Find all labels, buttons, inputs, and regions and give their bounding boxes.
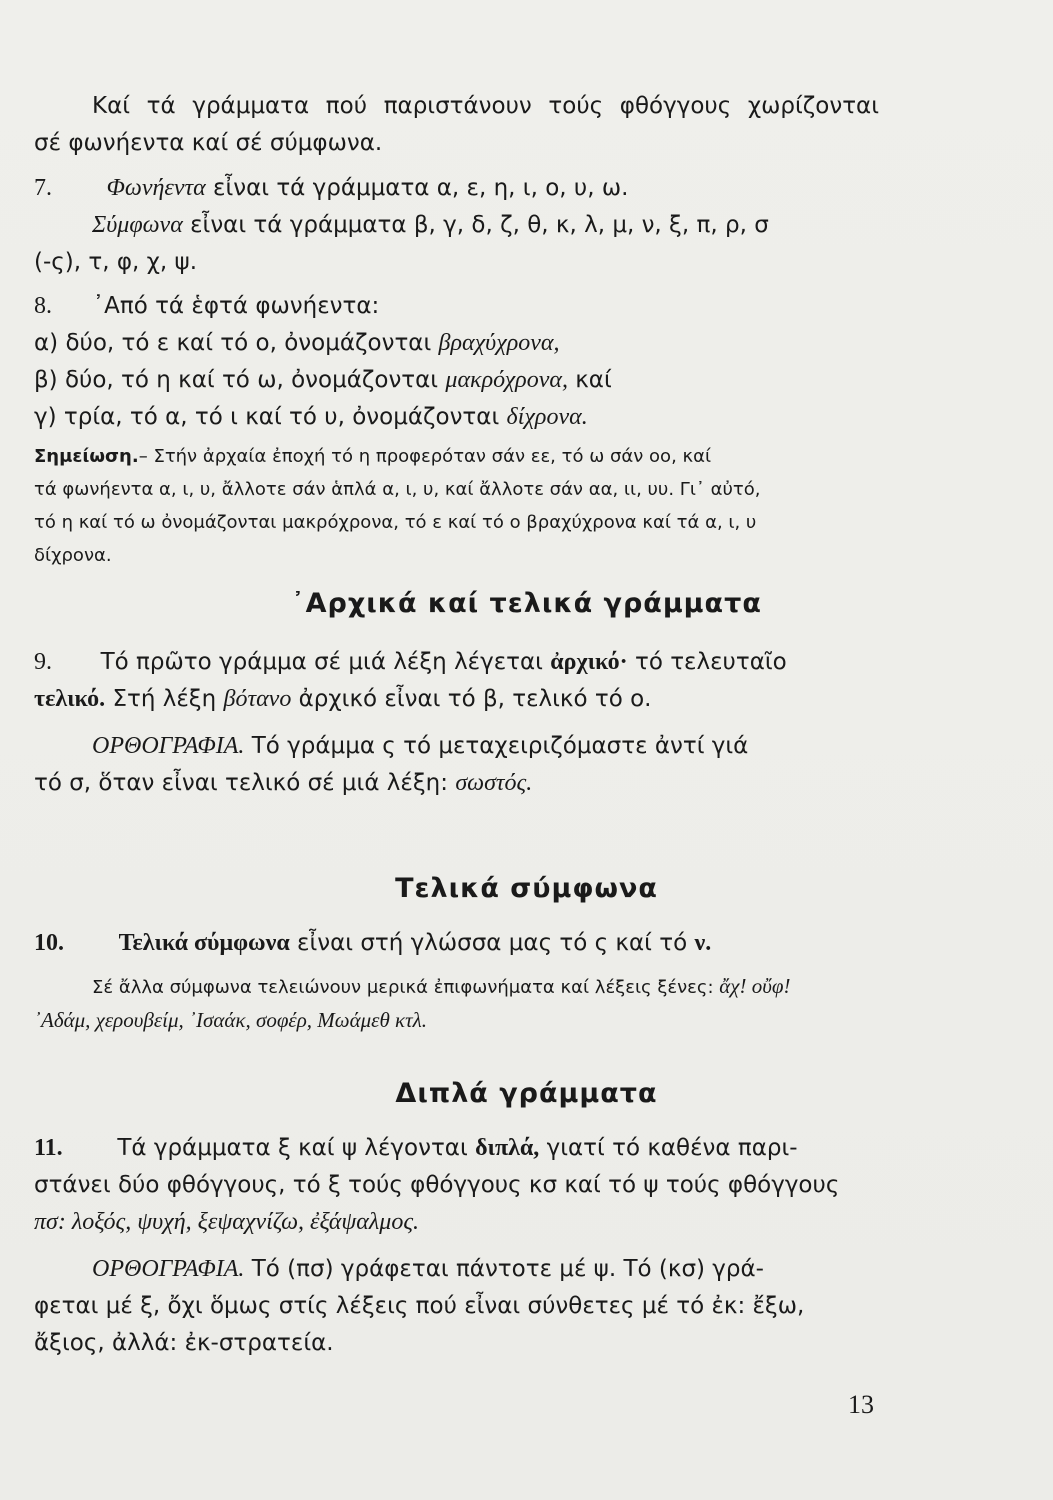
note-line-2: τά φωνήεντα α, ι, υ, ἄλλοτε σάν ἁπλά α, ι, υ, καί ἄλλοτε σάν αα, ιι, υυ. Γι᾿ αὐτό, xyxy=(34,479,761,500)
intro-paragraph xyxy=(34,88,879,162)
example-sostos: σωστός. xyxy=(455,770,533,796)
consonants-continued: (-ς), τ, φ, χ, ψ. xyxy=(34,249,198,275)
section-10-note xyxy=(34,970,879,1037)
section-8 xyxy=(34,288,879,436)
section-10 xyxy=(34,925,879,962)
section-11-line-2: στάνει δύο φθόγγους, τό ξ τούς φθόγγους κσ καί τό ψ τούς φθόγγους xyxy=(34,1172,840,1198)
section-8-intro: ᾿Από τά ἑφτά φωνήεντα: xyxy=(92,293,380,319)
page-number: 13 xyxy=(848,1390,874,1419)
section-9 xyxy=(34,644,879,802)
section-10-number: 10. xyxy=(34,930,64,956)
section-11-line-1: Τά γράμματα ξ καί ψ λέγονται xyxy=(117,1135,468,1161)
note-paragraph xyxy=(34,440,879,572)
intro-line-1: Καί τά γράμματα πού παριστάνουν τούς φθόγγους χωρίζονται xyxy=(92,93,879,119)
heading-final-consonants: Τελικά σύμφωνα xyxy=(395,873,658,904)
dichrona-term: δίχρονα. xyxy=(506,404,588,430)
heading-double-letters: Διπλά γράμματα xyxy=(395,1078,658,1109)
orthography-label-1: ΟΡΘΟΓΡΑΦΙΑ. xyxy=(92,733,245,759)
section-11-line-1-end: γιατί τό καθένα παρι- xyxy=(546,1135,798,1161)
interjection-examples: ἄχ! οὔφ! xyxy=(719,974,791,998)
vowels-definition: εἶναι τά γράμματα α, ε, η, ι, ο, υ, ω. xyxy=(213,175,629,201)
long-vowels-term: μακρόχρονα, xyxy=(445,367,568,393)
orthography-1-line-1: Τό γράμμα ς τό μεταχειριζόμαστε ἀντί γιά xyxy=(251,733,749,759)
heading-initial-final-letters: ᾿Αρχικά καί τελικά γράμματα xyxy=(291,588,762,619)
orthography-2-line-1: Τό (πσ) γράφεται πάντοτε μέ ψ. Τό (κσ) γρά- xyxy=(251,1256,764,1282)
short-vowels-text: α) δύο, τό ε καί τό ο, ὀνομάζονται xyxy=(34,330,432,356)
letter-nu: ν. xyxy=(694,930,712,956)
short-vowels-term: βραχύχρονα, xyxy=(438,330,560,356)
dichrona-text: γ) τρία, τό α, τό ι καί τό υ, ὀνομάζονται xyxy=(34,404,500,430)
section-11-number: 11. xyxy=(34,1135,63,1161)
intro-line-2: σέ φωνήεντα καί σέ σύμφωνα. xyxy=(34,130,383,156)
orthography-label-2: ΟΡΘΟΓΡΑΦΙΑ. xyxy=(92,1256,245,1282)
consonants-term: Σύμφωνα xyxy=(92,212,183,238)
section-10-note-line-1: Σέ ἄλλα σύμφωνα τελειώνουν μερικά ἐπιφωνήματα καί λέξεις ξένες: xyxy=(92,977,714,998)
example-word: βότανο xyxy=(223,686,292,712)
consonants-definition: εἶναι τά γράμματα β, γ, δ, ζ, θ, κ, λ, μ, ν, ξ, π, ρ, σ xyxy=(190,212,769,238)
note-line-4: δίχρονα. xyxy=(34,545,112,566)
note-line-1: – Στήν ἀρχαία ἐποχή τό η προφερόταν σάν εε, τό ω σάν οο, καί xyxy=(138,446,712,467)
section-11-examples: πσ: λοξός, ψυχή, ξεψαχνίζω, ἐξάψαλμος. xyxy=(34,1209,420,1235)
long-vowels-conjunction: καί xyxy=(575,367,612,393)
double-term: διπλά, xyxy=(475,1135,540,1161)
section-9-line-2: Στή λέξη xyxy=(112,686,217,712)
note-line-3: τό η καί τό ω ὀνομάζονται μακρόχρονα, τό ε καί τό ο βραχύχρονα καί τά α, ι, υ xyxy=(34,512,757,533)
note-label: Σημείωση. xyxy=(34,446,139,467)
final-term: τελικό. xyxy=(34,686,106,712)
section-9-line-1-end: τό τελευταῖο xyxy=(634,649,787,675)
orthography-2-line-3: ἄξιος, ἀλλά: ἐκ-στρατεία. xyxy=(34,1330,334,1356)
final-consonants-term: Τελικά σύμφωνα xyxy=(118,930,290,956)
section-10-line-1: εἶναι στή γλώσσα μας τό ς καί τό xyxy=(297,930,688,956)
orthography-2-line-2: φεται μέ ξ, ὄχι ὅμως στίς λέξεις πού εἶναι σύνθετες μέ τό ἐκ: ἔξω, xyxy=(34,1293,805,1319)
section-9-line-1: Τό πρῶτο γράμμα σέ μιά λέξη λέγεται xyxy=(100,649,543,675)
vowels-term: Φωνήεντα xyxy=(106,175,206,201)
section-9-line-2-end: ἀρχικό εἶναι τό β, τελικό τό ο. xyxy=(298,686,652,712)
section-11 xyxy=(34,1130,879,1362)
section-9-number: 9. xyxy=(34,649,52,675)
orthography-1-line-2: τό σ, ὅταν εἶναι τελικό σέ μιά λέξη: xyxy=(34,770,448,796)
section-7 xyxy=(34,170,879,281)
long-vowels-text: β) δύο, τό η καί τό ω, ὀνομάζονται xyxy=(34,367,439,393)
section-7-number: 7. xyxy=(34,175,52,201)
foreign-word-examples: ᾿Αδάμ, χερουβείμ, ᾿Ισαάκ, σοφέρ, Μωάμεθ κτλ. xyxy=(34,1008,427,1032)
initial-term: ἀρχικό· xyxy=(550,649,628,675)
section-8-number: 8. xyxy=(34,293,52,319)
